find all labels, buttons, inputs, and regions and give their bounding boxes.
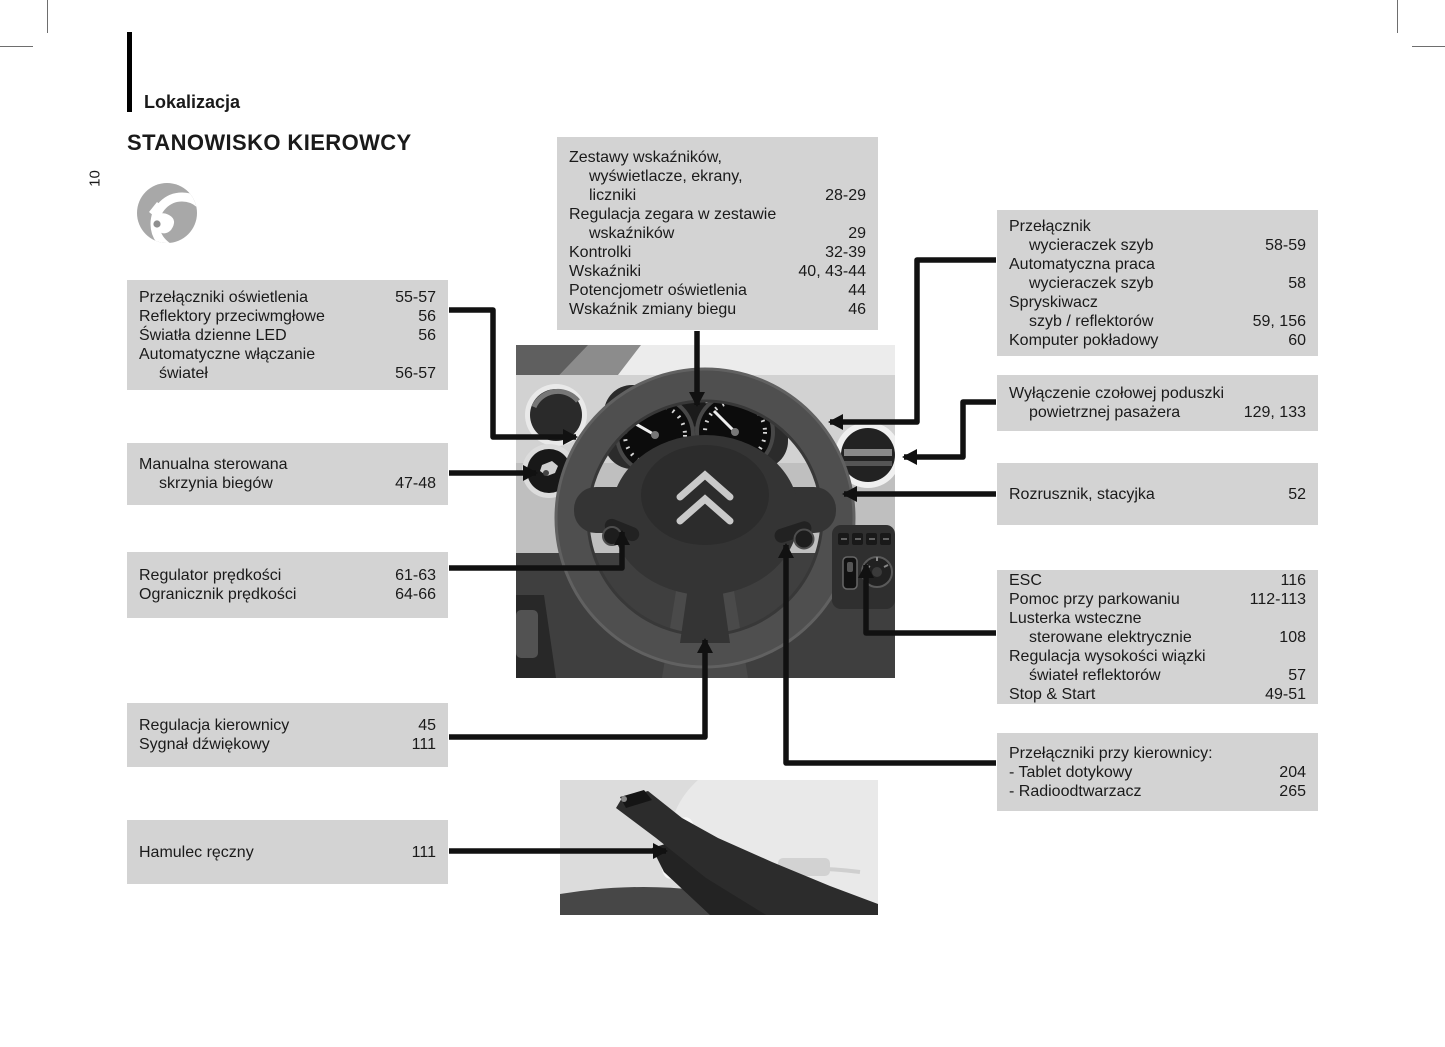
entry-label: wycieraczek szyb — [1029, 236, 1154, 254]
entry-label: Wskaźniki — [569, 263, 642, 280]
crop-mark — [1412, 46, 1445, 47]
entry-page: 52 — [1288, 485, 1306, 503]
headlight-switch-panel — [832, 525, 895, 609]
entry-page: 61-63 — [395, 567, 436, 584]
entry-label: Wyłączenie czołowej poduszki — [1009, 385, 1225, 402]
entry-label: Reflektory przeciwmgłowe — [139, 307, 325, 325]
entry-label: Rozrusznik, stacyjka — [1009, 485, 1155, 503]
entry-page: 204 — [1279, 763, 1306, 781]
entry-label: Komputer pokładowy — [1009, 331, 1159, 349]
entry-label: Stop & Start — [1009, 685, 1096, 703]
entry-label: Zestawy wskaźników, — [569, 149, 722, 166]
entry-page: 56-57 — [395, 364, 436, 382]
entry-label: Przełączniki oświetlenia — [139, 288, 308, 306]
entry-label: Regulator prędkości — [139, 567, 282, 584]
callout-box-wipers — [997, 210, 1318, 356]
entry-page: 44 — [848, 282, 866, 299]
entry-label: Potencjometr oświetlenia — [569, 282, 747, 299]
photo-dashboard — [516, 345, 895, 678]
crop-mark — [0, 46, 33, 47]
toggle-switch — [843, 557, 857, 589]
entry-page: 57 — [1288, 666, 1306, 684]
entry-page: 47-48 — [395, 475, 436, 492]
entry-label: świateł reflektorów — [1029, 666, 1161, 684]
entry-page: 59, 156 — [1252, 312, 1306, 330]
entry-label: Manualna sterowana — [139, 456, 288, 473]
entry-label: Lusterka wsteczne — [1009, 609, 1142, 627]
entry-page: 64-66 — [395, 586, 436, 603]
callout-box-handbrake — [127, 820, 448, 884]
entry-label: Automatyczne włączanie — [139, 345, 316, 363]
section-marker-bar — [127, 32, 132, 112]
entry-label: skrzynia biegów — [159, 475, 273, 492]
connector-airbag — [904, 402, 996, 457]
entry-label: Automatyczna praca — [1009, 255, 1155, 273]
entry-label: Hamulec ręczny — [139, 843, 254, 861]
entry-page: 129, 133 — [1243, 404, 1306, 421]
entry-label: Kontrolki — [569, 244, 632, 261]
callout-box-passenger-airbag — [997, 375, 1318, 431]
entry-page: 58-59 — [1265, 236, 1306, 254]
door-handle — [516, 610, 538, 658]
entry-label: ESC — [1009, 571, 1042, 589]
photo-handbrake — [560, 780, 878, 915]
entry-label: Pomoc przy parkowaniu — [1009, 590, 1180, 608]
callout-box-steering-wheel-switches — [997, 733, 1318, 811]
entry-label: świateł — [159, 364, 208, 382]
entry-page: 112-113 — [1249, 590, 1306, 608]
entry-label: Wskaźnik zmiany biegu — [569, 301, 737, 318]
driver-station-icon — [136, 182, 198, 244]
entry-page: 28-29 — [825, 187, 866, 204]
entry-page: 265 — [1279, 782, 1306, 800]
entry-page: 40, 43-44 — [798, 263, 866, 280]
page-number: 10 — [86, 170, 104, 187]
entry-page: 32-39 — [825, 244, 866, 261]
entry-label: Przełącznik — [1009, 217, 1091, 235]
entry-label: Światła dzienne LED — [139, 326, 287, 344]
entry-page: 111 — [411, 843, 436, 861]
entry-label: Sygnał dźwiękowy — [139, 736, 270, 753]
entry-page: 46 — [848, 301, 866, 318]
entry-label: liczniki — [589, 187, 637, 204]
entry-label: Regulacja zegara w zestawie — [569, 206, 777, 223]
callout-box-ignition — [997, 463, 1318, 525]
entry-page: 56 — [418, 307, 436, 325]
page-title: STANOWISKO KIEROWCY — [127, 130, 412, 155]
crop-mark — [47, 0, 48, 33]
callout-box-lighting — [127, 280, 448, 390]
callout-box-steering-adjust — [127, 703, 448, 767]
callout-box-cruise-control — [127, 552, 448, 618]
callout-box-instrument-cluster — [557, 137, 878, 330]
entry-label: szyb / reflektorów — [1029, 312, 1154, 330]
entry-page: 58 — [1288, 274, 1306, 292]
entry-page: 108 — [1279, 628, 1306, 646]
entry-label: - Tablet dotykowy — [1009, 763, 1133, 781]
entry-label: Ogranicznik prędkości — [139, 586, 297, 603]
crop-mark — [1397, 0, 1398, 33]
entry-page: 55-57 — [395, 288, 436, 306]
entry-page: 116 — [1280, 571, 1306, 589]
entry-label: Przełączniki przy kierownicy: — [1009, 744, 1213, 762]
entry-label: sterowane elektrycznie — [1029, 628, 1192, 646]
entry-label: wyświetlacze, ekrany, — [589, 168, 743, 185]
entry-label: powietrznej pasażera — [1029, 404, 1181, 421]
entry-page: 29 — [848, 225, 866, 242]
entry-label: wycieraczek szyb — [1029, 274, 1154, 292]
callout-box-manual-gearbox — [127, 443, 448, 505]
entry-page: 49-51 — [1265, 685, 1306, 703]
entry-label: wskaźników — [589, 225, 675, 242]
entry-page: 56 — [418, 326, 436, 344]
entry-label: - Radioodtwarzacz — [1009, 782, 1142, 800]
entry-label: Spryskiwacz — [1009, 293, 1098, 311]
entry-page: 45 — [418, 717, 436, 734]
entry-label: Regulacja kierownicy — [139, 717, 290, 734]
section-label: Lokalizacja — [144, 92, 241, 112]
entry-page: 111 — [411, 736, 436, 753]
entry-page: 60 — [1288, 331, 1306, 349]
entry-label: Regulacja wysokości wiązki — [1009, 647, 1206, 665]
callout-box-esc — [997, 570, 1318, 704]
left-air-vent — [525, 384, 587, 446]
